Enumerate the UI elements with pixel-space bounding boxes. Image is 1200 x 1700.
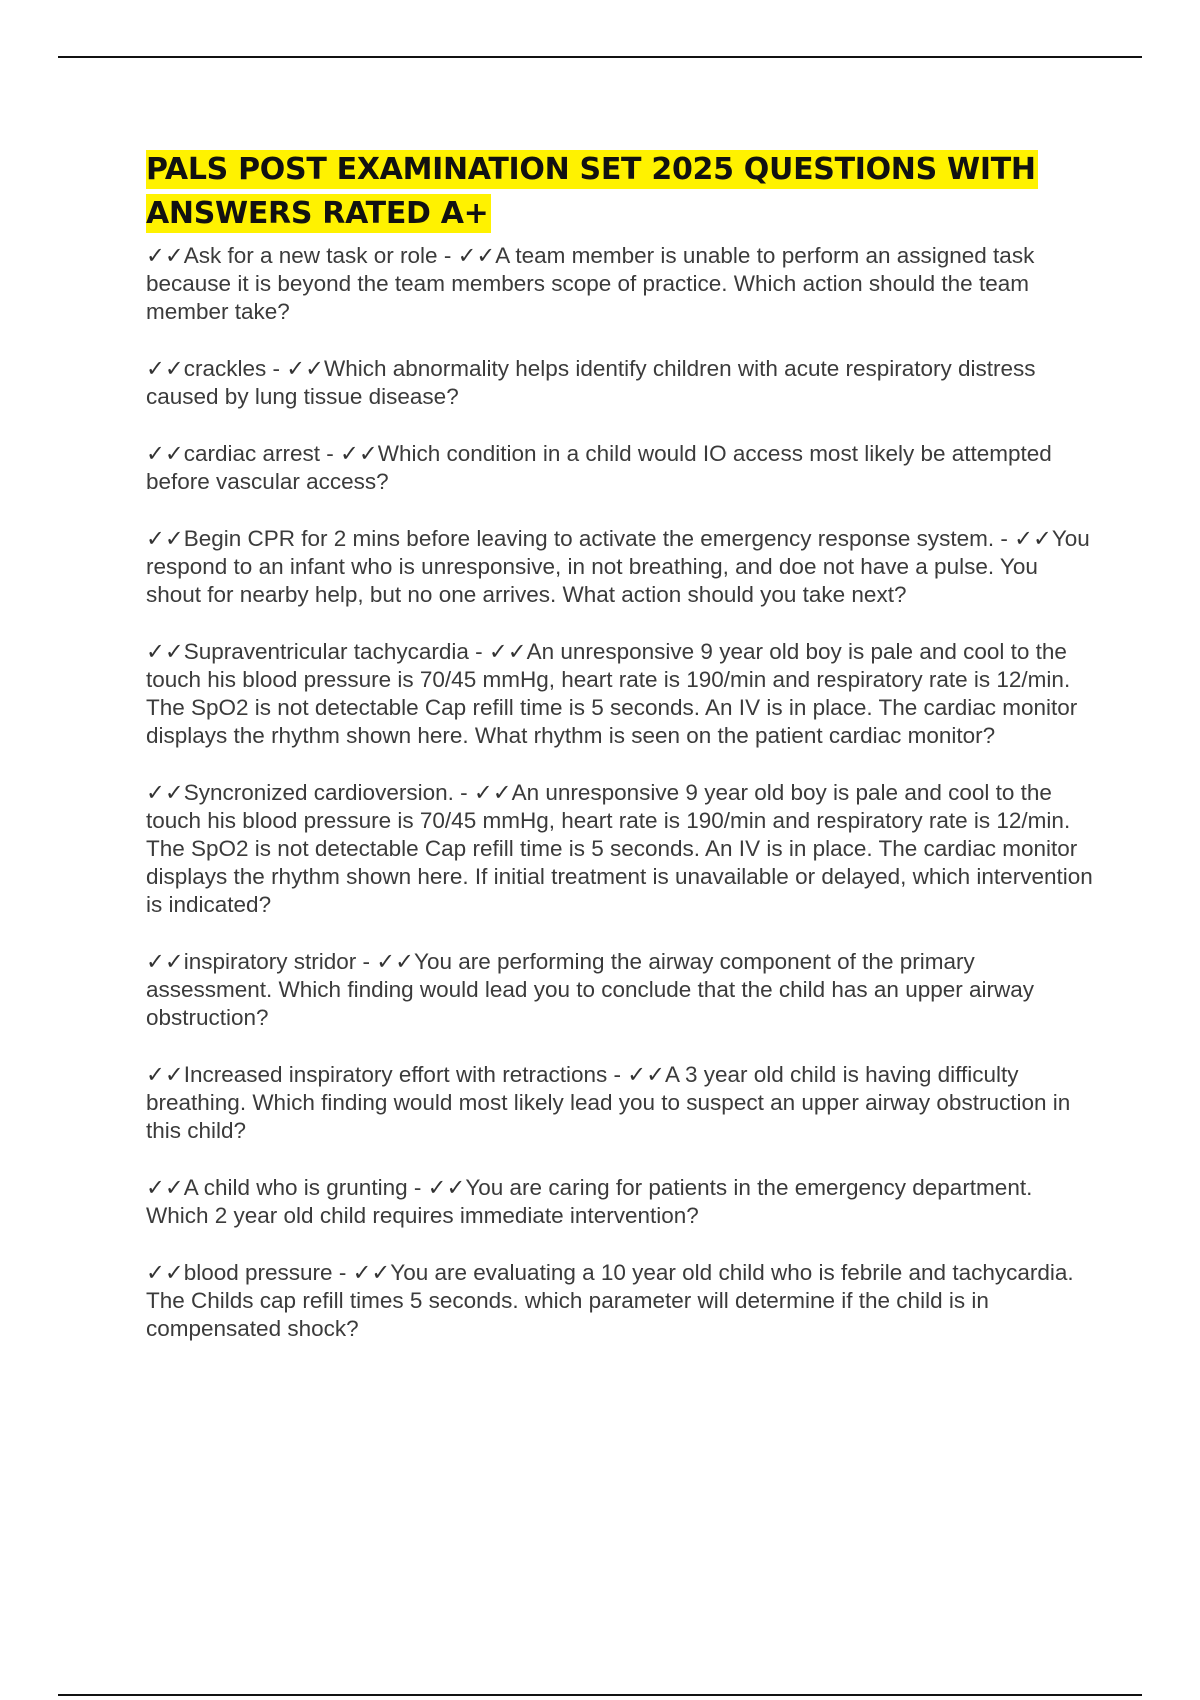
answer-text: crackles: [183, 356, 267, 381]
separator: -: [356, 949, 377, 974]
check-icon: ✓✓: [427, 1175, 466, 1200]
question-text: You are performing the airway component of the primary assessment. Which finding would lead you to conclude that the child has an upper airway obstruction?: [146, 949, 1035, 1030]
check-icon: ✓✓: [146, 1260, 184, 1285]
question-text: A team member is unable to perform an assigned task because it is beyond the team members scope of practice. Which action should the team member take?: [146, 243, 1035, 324]
qa-item: [146, 355, 1096, 411]
qa-list: [146, 242, 1096, 1343]
answer-text: inspiratory stridor: [183, 949, 357, 974]
question-text: An unresponsive 9 year old boy is pale and cool to the touch his blood pressure is 70/45 mmHg, heart rate is 190/min and respiratory rate is 12/min. The SpO2 is not detectable Cap refill time is 5 seconds. An IV is in place. The cardiac monitor displays the rhythm shown here. What rhythm is seen on the patient cardiac monitor?: [146, 639, 1078, 748]
separator: -: [266, 356, 287, 381]
separator: -: [994, 526, 1015, 551]
check-icon: ✓✓: [352, 1260, 391, 1285]
qa-item: [146, 440, 1096, 496]
check-icon: ✓✓: [457, 243, 496, 268]
separator: -: [407, 1175, 428, 1200]
answer-text: Supraventricular tachycardia: [183, 639, 469, 664]
check-icon: ✓✓: [146, 1062, 184, 1087]
qa-item: [146, 638, 1096, 750]
separator: -: [437, 243, 458, 268]
qa-item: [146, 948, 1096, 1032]
check-icon: ✓✓: [340, 441, 378, 466]
document-title: [146, 148, 1096, 236]
separator: -: [607, 1062, 628, 1087]
answer-text: A child who is grunting: [183, 1175, 408, 1200]
separator: -: [453, 780, 474, 805]
question-text: Which condition in a child would IO access most likely be attempted before vascular access?: [146, 441, 1052, 494]
answer-text: Syncronized cardioversion.: [183, 780, 454, 805]
footer-rule: [58, 1694, 1142, 1696]
check-icon: ✓✓: [146, 780, 184, 805]
qa-item: [146, 1259, 1096, 1343]
check-icon: ✓✓: [146, 243, 184, 268]
question-text: You respond to an infant who is unresponsive, in not breathing, and doe not have a pulse. You shout for nearby help, but no one arrives. What action should you take next?: [146, 526, 1090, 607]
question-text: A 3 year old child is having difficulty breathing. Which finding would most likely lead you to suspect an upper airway obstruction in this child?: [146, 1062, 1071, 1143]
answer-text: blood pressure: [183, 1260, 333, 1285]
check-icon: ✓✓: [146, 441, 184, 466]
qa-item: [146, 779, 1096, 919]
check-icon: ✓✓: [286, 356, 324, 381]
answer-text: Increased inspiratory effort with retractions: [183, 1062, 608, 1087]
check-icon: ✓✓: [1014, 526, 1052, 551]
title-highlight: PALS POST EXAMINATION SET 2025 QUESTIONS WITH ANSWERS RATED A+: [146, 152, 1036, 231]
answer-text: cardiac arrest: [183, 441, 321, 466]
check-icon: ✓✓: [488, 639, 527, 664]
separator: -: [320, 441, 341, 466]
check-icon: ✓✓: [376, 949, 414, 974]
check-icon: ✓✓: [473, 780, 512, 805]
question-text: Which abnormality helps identify children with acute respiratory distress caused by lung tissue disease?: [146, 356, 1036, 409]
question-text: You are evaluating a 10 year old child who is febrile and tachycardia. The Childs cap refill times 5 seconds. which parameter will determine if the child is in compensated shock?: [146, 1260, 1074, 1341]
separator: -: [468, 639, 489, 664]
check-icon: ✓✓: [146, 1175, 184, 1200]
check-icon: ✓✓: [146, 356, 184, 381]
qa-item: [146, 525, 1096, 609]
qa-item: [146, 1061, 1096, 1145]
answer-text: Begin CPR for 2 mins before leaving to activate the emergency response system.: [183, 526, 995, 551]
document-body: [146, 148, 1096, 1372]
qa-item: [146, 242, 1096, 326]
check-icon: ✓✓: [146, 949, 184, 974]
check-icon: ✓✓: [627, 1062, 665, 1087]
check-icon: ✓✓: [146, 639, 184, 664]
question-text: An unresponsive 9 year old boy is pale and cool to the touch his blood pressure is 70/45 mmHg, heart rate is 190/min and respiratory rate is 12/min. The SpO2 is not detectable Cap refill time is 5 seconds. An IV is in place. The cardiac monitor displays the rhythm shown here. If initial treatment is unavailable or delayed, which intervention is indicated?: [146, 780, 1093, 917]
question-text: You are caring for patients in the emergency department. Which 2 year old child requires immediate intervention?: [146, 1175, 1033, 1228]
qa-item: [146, 1174, 1096, 1230]
header-rule: [58, 56, 1142, 58]
answer-text: Ask for a new task or role: [183, 243, 438, 268]
separator: -: [332, 1260, 353, 1285]
check-icon: ✓✓: [146, 526, 184, 551]
